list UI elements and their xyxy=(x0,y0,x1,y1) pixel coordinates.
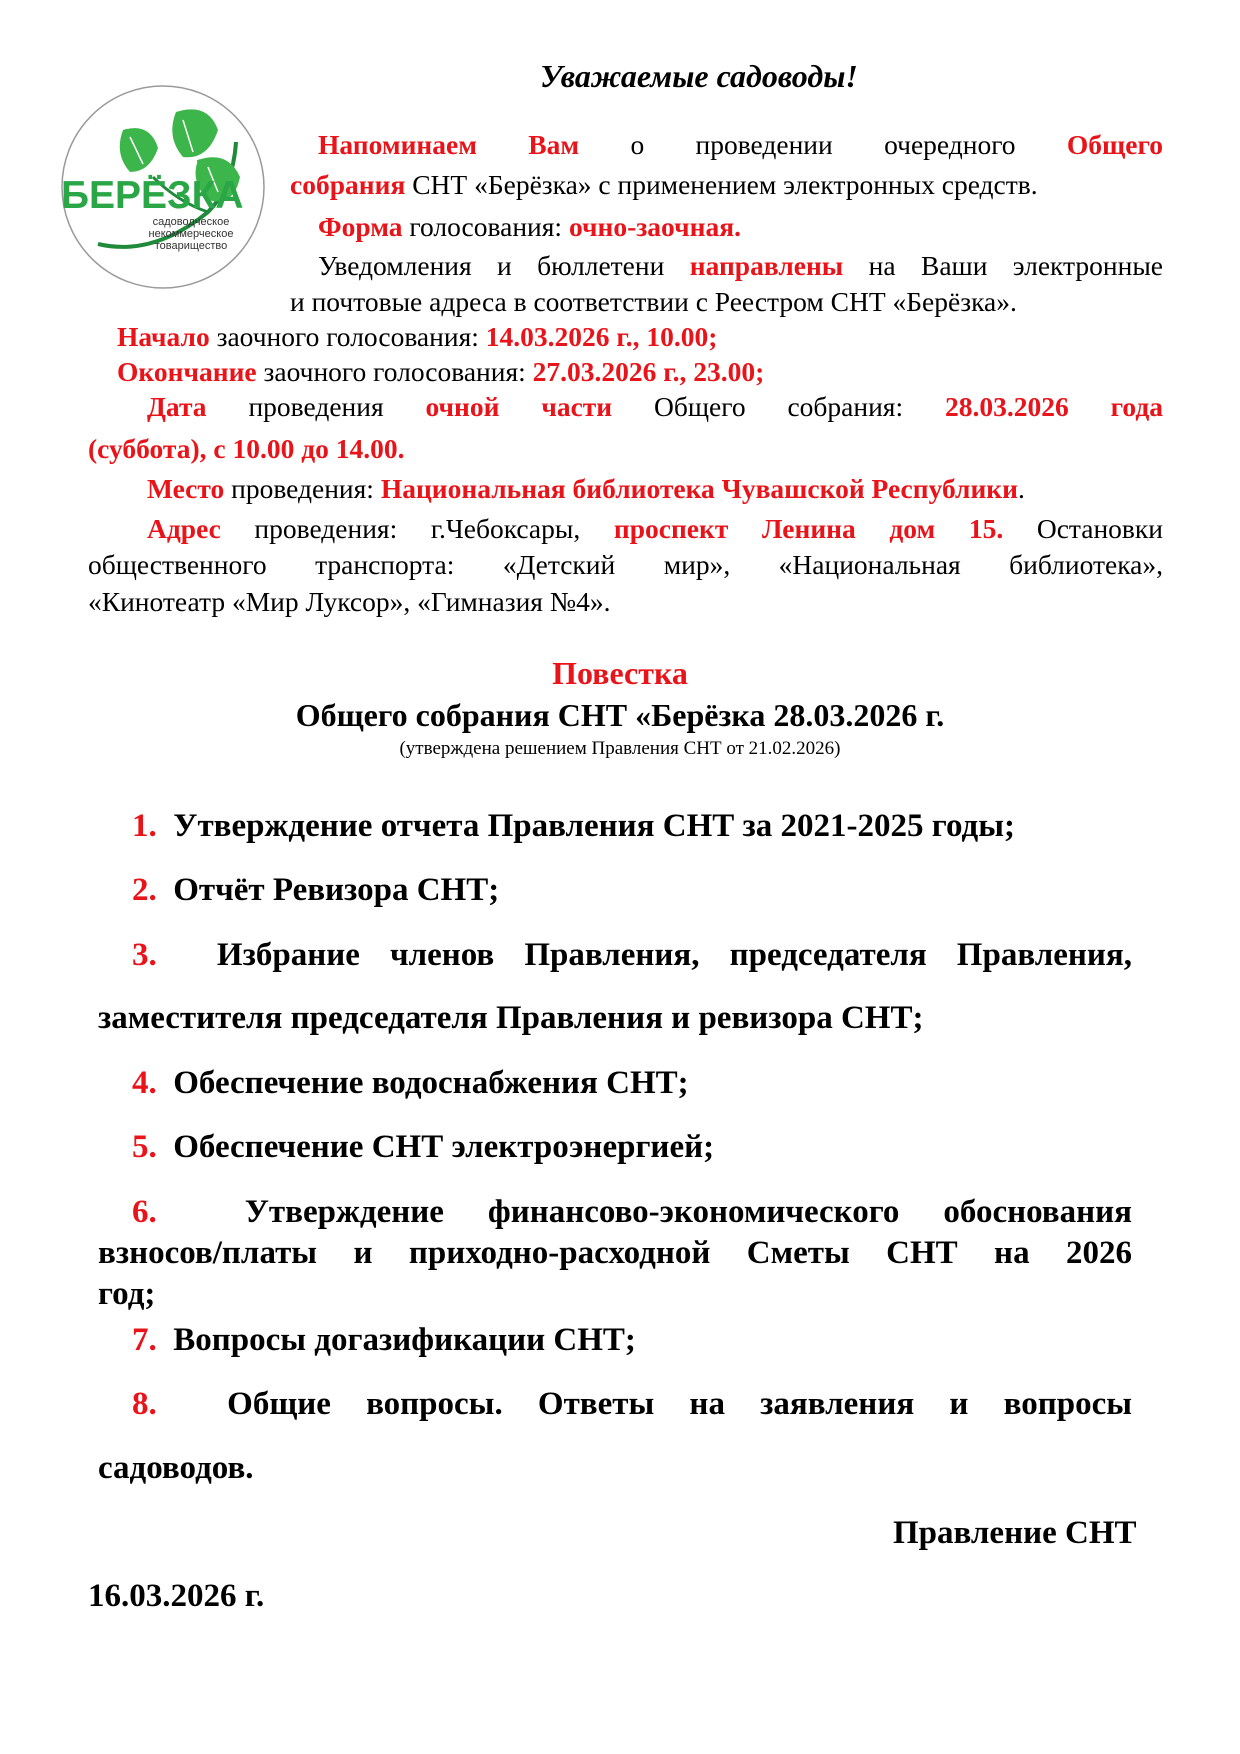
address-line-2: общественного транспорта: «Детский мир», «Национальная библиотека», xyxy=(88,549,1163,580)
agenda-item-1: 1. Утверждение отчета Правления СНТ за 2021-2025 годы; xyxy=(132,808,1015,844)
agenda-item-4: 4. Обеспечение водоснабжения СНТ; xyxy=(132,1065,689,1101)
agenda-subtitle: Общего собрания СНТ «Берёзка 28.03.2026 г. xyxy=(295,697,945,733)
address-line-3: «Кинотеатр «Мир Луксор», «Гимназия №4». xyxy=(88,586,611,617)
intro-notice-1: Уведомления и бюллетени направлены на Ваши электронные xyxy=(318,250,1164,281)
end-line: Окончание заочного голосования: 27.03.2026 г., 23.00; xyxy=(117,356,765,387)
intro-notice-2: и почтовые адреса в соответствии с Реестром СНТ «Берёзка». xyxy=(290,286,1017,317)
agenda-item-7: 7. Вопросы догазификации СНТ; xyxy=(132,1322,636,1358)
intro-line-1: Напоминаем Вам о проведении очередного Общего xyxy=(318,129,1163,160)
agenda-item-6-cont: взносов/платы и приходно-расходной Сметы СНТ на 2026 xyxy=(98,1235,1132,1271)
intro-form: Форма голосования: очно-заочная. xyxy=(318,211,741,242)
date-line-1: Дата проведения очной части Общего собрания: 28.03.2026 года xyxy=(147,391,1164,422)
logo-brand: БЕРЁЗКА xyxy=(61,174,244,217)
agenda-title: Повестка xyxy=(552,655,688,691)
agenda-item-8-cont: садоводов. xyxy=(98,1450,254,1486)
agenda-item-3: 3. Избрание членов Правления, председателя Правления, xyxy=(132,937,1132,973)
document-date: 16.03.2026 г. xyxy=(88,1578,265,1614)
logo-subtitle: садоводческое некоммерческое товарищество xyxy=(148,216,234,252)
greeting: Уважаемые садоводы! xyxy=(540,58,858,94)
address-line-1: Адрес проведения: г.Чебоксары, проспект Ленина дом 15. Остановки xyxy=(147,513,1163,544)
place-line: Место проведения: Национальная библиотека Чувашской Республики. xyxy=(147,473,1025,504)
agenda-item-8: 8. Общие вопросы. Ответы на заявления и вопросы xyxy=(132,1386,1132,1422)
snt-logo xyxy=(58,82,268,292)
agenda-item-3-cont: заместителя председателя Правления и ревизора СНТ; xyxy=(98,1000,924,1036)
date-line-2: (суббота), с 10.00 до 14.00. xyxy=(88,433,405,464)
agenda-item-6-cont2: год; xyxy=(98,1276,156,1312)
agenda-item-6: 6. Утверждение финансово-экономического обоснования xyxy=(132,1194,1132,1230)
agenda-approved: (утверждена решением Правления СНТ от 21.02.2026) xyxy=(399,738,841,759)
agenda-item-5: 5. Обеспечение СНТ электроэнергией; xyxy=(132,1129,715,1165)
signature: Правление СНТ xyxy=(893,1515,1137,1551)
intro-line-2: собрания СНТ «Берёзка» с применением электронных средств. xyxy=(290,169,1038,200)
agenda-item-2: 2. Отчёт Ревизора СНТ; xyxy=(132,872,500,908)
start-line: Начало заочного голосования: 14.03.2026 г., 10.00; xyxy=(117,321,718,352)
